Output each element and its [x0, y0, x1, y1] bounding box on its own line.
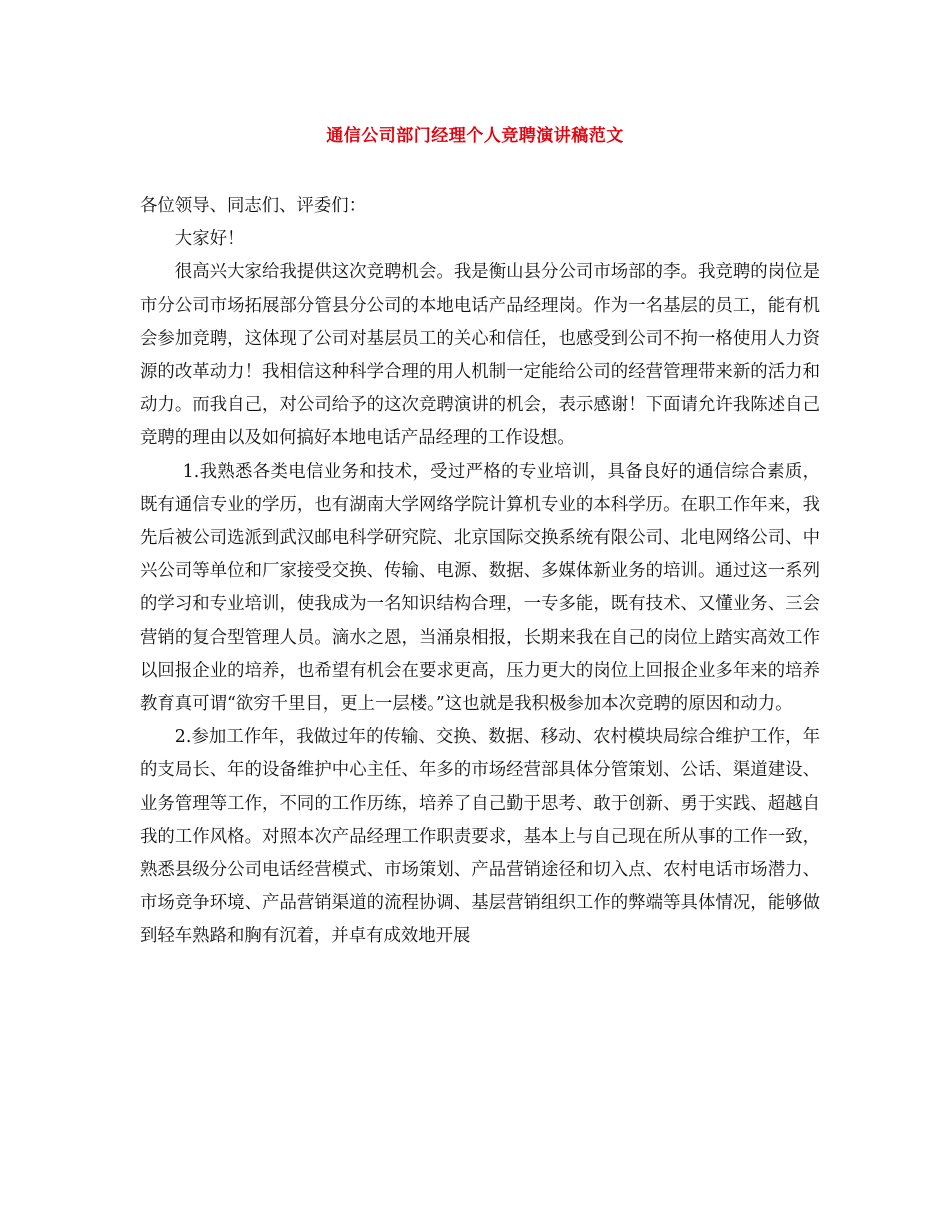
point-2-paragraph: 2.参加工作年，我做过年的传输、交换、数据、移动、农村模块局综合维护工作，年的支局长、年的设备维护中心主任、年多的市场经营部具体分管策划、公话、渠道建设、业务管理等工作，不同的工作历练，培养了自己勤于思考、敢于创新、勇于实践、超越自我的工作风格。对照本次产品经理工作职责要求，基本上与自己现在所从事的工作一致，熟悉县级分公司电话经营模式、市场策划、产品营销途径和切入点、农村电话市场潜力、市场竞争环境、产品营销渠道的流程协调、基层营销组织工作的弊端等具体情况，能够做到轻车熟路和胸有沉着，并卓有成效地开展: [140, 727, 820, 947]
document-title: 通信公司部门经理个人竞聘演讲稿范文: [326, 126, 624, 146]
point-1-paragraph: 1.我熟悉各类电信业务和技术，受过严格的专业培训，具备良好的通信综合素质，既有通信专业的学历，也有湖南大学网络学院计算机专业的本科学历。在职工作年来，我先后被公司选派到武汉邮电科学研究院、北京国际交换系统有限公司、北电网络公司、中兴公司等单位和厂家接受交换、传输、电源、数据、多媒体新业务的培训。通过这一系列的学习和专业培训，使我成为一名知识结构合理，一专多能，既有技术、又懂业务、三会营销的复合型管理人员。滴水之恩，当涌泉相报，长期来我在自己的岗位上踏实高效工作以回报企业的培养，也希望有机会在要求更高，压力更大的岗位上回报企业多年来的培养教育真可谓“欲穷千里目，更上一层楼。”这也就是我积极参加本次竞聘的原因和动力。: [140, 461, 820, 715]
salutation: 各位领导、同志们、评委们：: [140, 196, 367, 216]
greeting-line: 大家好！: [174, 229, 245, 250]
intro-paragraph: 很高兴大家给我提供这次竞聘机会。我是衡山县分公司市场部的李。我竞聘的岗位是市分公司市场拓展部分管县分公司的本地电话产品经理岗。作为一名基层的员工，能有机会参加竞聘，这体现了公司对基层员工的关心和信任，也感受到公司不拘一格使用人力资源的改革动力！我相信这种科学合理的用人机制一定能给公司的经营管理带来新的活力和动力。而我自己，对公司给予的这次竞聘演讲的机会，表示感谢！下面请允许我陈述自己竞聘的理由以及如何搞好本地电话产品经理的工作设想。: [140, 262, 820, 449]
document-body: [140, 190, 820, 954]
